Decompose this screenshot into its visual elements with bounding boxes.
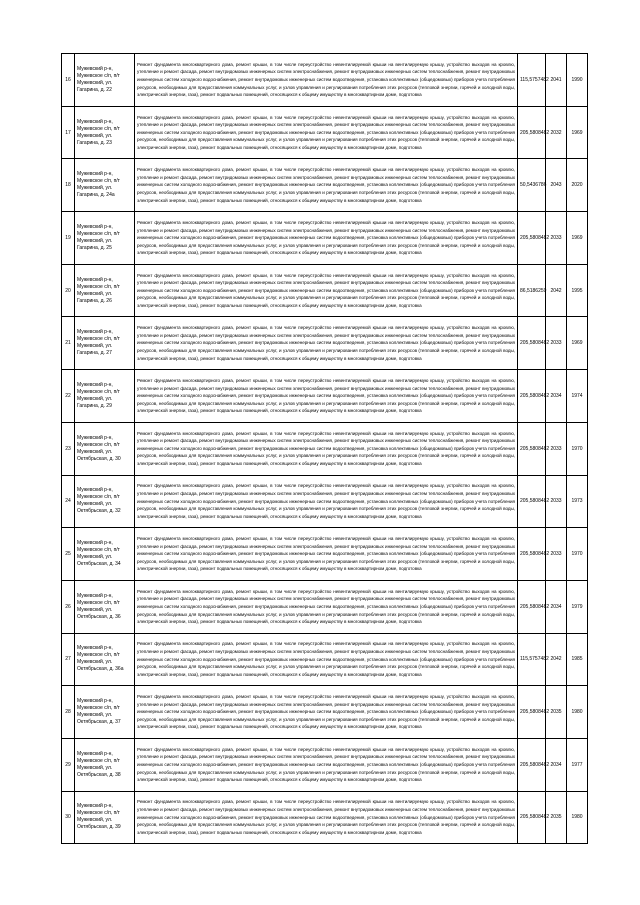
document-page <box>61 53 587 844</box>
repair-works-list: Ремонт фундамента многоквартирного дома, ремонт крыши, в том числе переустройство невентилируемой крыши на вентилируемую крышу, устройство выходов на кровлю, утепление и ремонт фасада, ремонт внутридомовых инженерных систем электроснабжения, ремонт внутридомовых инженерных систем теплоснабжения, ремонт внутридомовых инженерных систем холодного водоснабжения, ремонт внутридомовых инженерных систем водоотведения, установка коллективных (общедомовых) приборов учета потребления ресурсов, необходимых для предоставления коммунальных услуг, и узлов управления и регулирования потребления этих ресурсов (тепловой энергии, горячей и холодной воды, электрической энергии, газа), ремонт подвальных помещений, относящихся к общему имуществу в многоквартирном доме, подготовка <box>135 791 518 844</box>
repair-works-list: Ремонт фундамента многоквартирного дома, ремонт крыши, в том числе переустройство невентилируемой крыши на вентилируемую крышу, устройство выходов на кровлю, утепление и ремонт фасада, ремонт внутридомовых инженерных систем электроснабжения, ремонт внутридомовых инженерных систем теплоснабжения, ремонт внутридомовых инженерных систем холодного водоснабжения, ремонт внутридомовых инженерных систем водоотведения, установка коллективных (общедомовых) приборов учета потребления ресурсов, необходимых для предоставления коммунальных услуг, и узлов управления и регулирования потребления этих ресурсов (тепловой энергии, горячей и холодной воды, электрической энергии, газа), ремонт подвальных помещений, относящихся к общему имуществу в многоквартирном доме, подготовка <box>135 264 518 317</box>
planned-year: 2041 <box>546 54 567 107</box>
planned-year: 2034 <box>546 580 567 633</box>
repair-works-list: Ремонт фундамента многоквартирного дома, ремонт крыши, в том числе переустройство невентилируемой крыши на вентилируемую крышу, устройство выходов на кровлю, утепление и ремонт фасада, ремонт внутридомовых инженерных систем электроснабжения, ремонт внутридомовых инженерных систем теплоснабжения, ремонт внутридомовых инженерных систем холодного водоснабжения, ремонт внутридомовых инженерных систем водоотведения, установка коллективных (общедомовых) приборов учета потребления ресурсов, необходимых для предоставления коммунальных услуг, и узлов управления и регулирования потребления этих ресурсов (тепловой энергии, горячей и холодной воды, электрической энергии, газа), ремонт подвальных помещений, относящихся к общему имуществу в многоквартирном доме, подготовка <box>135 370 518 423</box>
row-number: 21 <box>62 317 75 370</box>
row-number: 22 <box>62 370 75 423</box>
construction-year: 1980 <box>567 791 588 844</box>
table-row <box>62 738 588 791</box>
construction-year: 1974 <box>567 370 588 423</box>
repair-cost: 205,5808482 <box>518 106 546 159</box>
house-address: Мужевский р-н, Мужевское с/п, п/т Мужевский, ул. Октябрьская, д. 38 <box>75 738 135 791</box>
table-body <box>62 54 588 844</box>
construction-year: 1970 <box>567 422 588 475</box>
construction-year: 1973 <box>567 475 588 528</box>
house-address: Мужевский р-н, Мужевское с/п, п/т Мужевский, ул. Гагарина, д. 26 <box>75 264 135 317</box>
construction-year: 1995 <box>567 264 588 317</box>
table-row <box>62 370 588 423</box>
repair-works-list: Ремонт фундамента многоквартирного дома, ремонт крыши, в том числе переустройство невентилируемой крыши на вентилируемую крышу, устройство выходов на кровлю, утепление и ремонт фасада, ремонт внутридомовых инженерных систем электроснабжения, ремонт внутридомовых инженерных систем теплоснабжения, ремонт внутридомовых инженерных систем холодного водоснабжения, ремонт внутридомовых инженерных систем водоотведения, установка коллективных (общедомовых) приборов учета потребления ресурсов, необходимых для предоставления коммунальных услуг, и узлов управления и регулирования потребления этих ресурсов (тепловой энергии, горячей и холодной воды, электрической энергии, газа), ремонт подвальных помещений, относящихся к общему имуществу в многоквартирном доме, подготовка <box>135 212 518 265</box>
row-number: 29 <box>62 738 75 791</box>
repair-works-list: Ремонт фундамента многоквартирного дома, ремонт крыши, в том числе переустройство невентилируемой крыши на вентилируемую крышу, устройство выходов на кровлю, утепление и ремонт фасада, ремонт внутридомовых инженерных систем электроснабжения, ремонт внутридомовых инженерных систем теплоснабжения, ремонт внутридомовых инженерных систем холодного водоснабжения, ремонт внутридомовых инженерных систем водоотведения, установка коллективных (общедомовых) приборов учета потребления ресурсов, необходимых для предоставления коммунальных услуг, и узлов управления и регулирования потребления этих ресурсов (тепловой энергии, горячей и холодной воды, электрической энергии, газа), ремонт подвальных помещений, относящихся к общему имуществу в многоквартирном доме, подготовка <box>135 528 518 581</box>
repair-works-list: Ремонт фундамента многоквартирного дома, ремонт крыши, в том числе переустройство невентилируемой крыши на вентилируемую крышу, устройство выходов на кровлю, утепление и ремонт фасада, ремонт внутридомовых инженерных систем электроснабжения, ремонт внутридомовых инженерных систем теплоснабжения, ремонт внутридомовых инженерных систем холодного водоснабжения, ремонт внутридомовых инженерных систем водоотведения, установка коллективных (общедомовых) приборов учета потребления ресурсов, необходимых для предоставления коммунальных услуг, и узлов управления и регулирования потребления этих ресурсов (тепловой энергии, горячей и холодной воды, электрической энергии, газа), ремонт подвальных помещений, относящихся к общему имуществу в многоквартирном доме, подготовка <box>135 54 518 107</box>
table-row <box>62 633 588 686</box>
repair-cost: 205,5808482 <box>518 580 546 633</box>
house-address: Мужевский р-н, Мужевское с/п, п/т Мужевский, ул. Октябрьская, д. 32 <box>75 475 135 528</box>
construction-year: 1970 <box>567 528 588 581</box>
row-number: 24 <box>62 475 75 528</box>
construction-year: 1990 <box>567 54 588 107</box>
repair-works-list: Ремонт фундамента многоквартирного дома, ремонт крыши, в том числе переустройство невентилируемой крыши на вентилируемую крышу, устройство выходов на кровлю, утепление и ремонт фасада, ремонт внутридомовых инженерных систем электроснабжения, ремонт внутридомовых инженерных систем теплоснабжения, ремонт внутридомовых инженерных систем холодного водоснабжения, ремонт внутридомовых инженерных систем водоотведения, установка коллективных (общедомовых) приборов учета потребления ресурсов, необходимых для предоставления коммунальных услуг, и узлов управления и регулирования потребления этих ресурсов (тепловой энергии, горячей и холодной воды, электрической энергии, газа), ремонт подвальных помещений, относящихся к общему имуществу в многоквартирном доме, подготовка <box>135 738 518 791</box>
table-row <box>62 54 588 107</box>
construction-year: 1969 <box>567 212 588 265</box>
house-address: Мужевский р-н, Мужевское с/п, п/т Мужевский, ул. Октябрьская, д. 39 <box>75 791 135 844</box>
row-number: 28 <box>62 686 75 739</box>
repair-cost: 205,5808482 <box>518 370 546 423</box>
table-row <box>62 317 588 370</box>
house-address: Мужевский р-н, Мужевское с/п, п/т Мужевский, ул. Октябрьская, д. 34 <box>75 528 135 581</box>
table-row <box>62 580 588 633</box>
construction-year: 1969 <box>567 106 588 159</box>
house-address: Мужевский р-н, Мужевское с/п, п/т Мужевский, ул. Гагарина, д. 25 <box>75 212 135 265</box>
planned-year: 2032 <box>546 106 567 159</box>
planned-year: 2034 <box>546 738 567 791</box>
repair-works-list: Ремонт фундамента многоквартирного дома, ремонт крыши, в том числе переустройство невентилируемой крыши на вентилируемую крышу, устройство выходов на кровлю, утепление и ремонт фасада, ремонт внутридомовых инженерных систем электроснабжения, ремонт внутридомовых инженерных систем теплоснабжения, ремонт внутридомовых инженерных систем холодного водоснабжения, ремонт внутридомовых инженерных систем водоотведения, установка коллективных (общедомовых) приборов учета потребления ресурсов, необходимых для предоставления коммунальных услуг, и узлов управления и регулирования потребления этих ресурсов (тепловой энергии, горячей и холодной воды, электрической энергии, газа), ремонт подвальных помещений, относящихся к общему имуществу в многоквартирном доме, подготовка <box>135 106 518 159</box>
table-row <box>62 422 588 475</box>
planned-year: 2042 <box>546 264 567 317</box>
planned-year: 2035 <box>546 686 567 739</box>
table-row <box>62 212 588 265</box>
planned-year: 2033 <box>546 317 567 370</box>
repair-works-list: Ремонт фундамента многоквартирного дома, ремонт крыши, в том числе переустройство невентилируемой крыши на вентилируемую крышу, устройство выходов на кровлю, утепление и ремонт фасада, ремонт внутридомовых инженерных систем электроснабжения, ремонт внутридомовых инженерных систем теплоснабжения, ремонт внутридомовых инженерных систем холодного водоснабжения, ремонт внутридомовых инженерных систем водоотведения, установка коллективных (общедомовых) приборов учета потребления ресурсов, необходимых для предоставления коммунальных услуг, и узлов управления и регулирования потребления этих ресурсов (тепловой энергии, горячей и холодной воды, электрической энергии, газа), ремонт подвальных помещений, относящихся к общему имуществу в многоквартирном доме, подготовка <box>135 580 518 633</box>
repair-cost: 205,5808482 <box>518 212 546 265</box>
repair-cost: 86,5186259 <box>518 264 546 317</box>
row-number: 19 <box>62 212 75 265</box>
repair-cost: 50,5436786 <box>518 159 546 212</box>
house-address: Мужевский р-н, Мужевское с/п, п/т Мужевский, ул. Гагарина, д. 24а <box>75 159 135 212</box>
row-number: 30 <box>62 791 75 844</box>
planned-year: 2033 <box>546 475 567 528</box>
planned-year: 2043 <box>546 159 567 212</box>
repair-works-list: Ремонт фундамента многоквартирного дома, ремонт крыши, в том числе переустройство невентилируемой крыши на вентилируемую крышу, устройство выходов на кровлю, утепление и ремонт фасада, ремонт внутридомовых инженерных систем электроснабжения, ремонт внутридомовых инженерных систем теплоснабжения, ремонт внутридомовых инженерных систем холодного водоснабжения, ремонт внутридомовых инженерных систем водоотведения, установка коллективных (общедомовых) приборов учета потребления ресурсов, необходимых для предоставления коммунальных услуг, и узлов управления и регулирования потребления этих ресурсов (тепловой энергии, горячей и холодной воды, электрической энергии, газа), ремонт подвальных помещений, относящихся к общему имуществу в многоквартирном доме, подготовка <box>135 475 518 528</box>
house-address: Мужевский р-н, Мужевское с/п, п/т Мужевский, ул. Гагарина, д. 27 <box>75 317 135 370</box>
row-number: 17 <box>62 106 75 159</box>
construction-year: 1980 <box>567 686 588 739</box>
house-address: Мужевский р-н, Мужевское с/п, п/т Мужевский, ул. Октябрьская, д. 30 <box>75 422 135 475</box>
house-address: Мужевский р-н, Мужевское с/п, п/т Мужевский, ул. Гагарина, д. 29 <box>75 370 135 423</box>
capital-repair-table <box>61 53 588 844</box>
repair-works-list: Ремонт фундамента многоквартирного дома, ремонт крыши, в том числе переустройство невентилируемой крыши на вентилируемую крышу, устройство выходов на кровлю, утепление и ремонт фасада, ремонт внутридомовых инженерных систем электроснабжения, ремонт внутридомовых инженерных систем теплоснабжения, ремонт внутридомовых инженерных систем холодного водоснабжения, ремонт внутридомовых инженерных систем водоотведения, установка коллективных (общедомовых) приборов учета потребления ресурсов, необходимых для предоставления коммунальных услуг, и узлов управления и регулирования потребления этих ресурсов (тепловой энергии, горячей и холодной воды, электрической энергии, газа), ремонт подвальных помещений, относящихся к общему имуществу в многоквартирном доме, подготовка <box>135 633 518 686</box>
row-number: 23 <box>62 422 75 475</box>
row-number: 27 <box>62 633 75 686</box>
table-row <box>62 686 588 739</box>
table-row <box>62 159 588 212</box>
row-number: 26 <box>62 580 75 633</box>
repair-cost: 205,5808482 <box>518 317 546 370</box>
repair-works-list: Ремонт фундамента многоквартирного дома, ремонт крыши, в том числе переустройство невентилируемой крыши на вентилируемую крышу, устройство выходов на кровлю, утепление и ремонт фасада, ремонт внутридомовых инженерных систем электроснабжения, ремонт внутридомовых инженерных систем теплоснабжения, ремонт внутридомовых инженерных систем холодного водоснабжения, ремонт внутридомовых инженерных систем водоотведения, установка коллективных (общедомовых) приборов учета потребления ресурсов, необходимых для предоставления коммунальных услуг, и узлов управления и регулирования потребления этих ресурсов (тепловой энергии, горячей и холодной воды, электрической энергии, газа), ремонт подвальных помещений, относящихся к общему имуществу в многоквартирном доме, подготовка <box>135 422 518 475</box>
house-address: Мужевский р-н, Мужевское с/п, п/т Мужевский, ул. Гагарина, д. 22 <box>75 54 135 107</box>
table-row <box>62 106 588 159</box>
house-address: Мужевский р-н, Мужевское с/п, п/т Мужевский, ул. Октябрьская, д. 36а <box>75 633 135 686</box>
repair-cost: 205,5808482 <box>518 475 546 528</box>
repair-cost: 205,5808482 <box>518 686 546 739</box>
table-row <box>62 264 588 317</box>
repair-cost: 205,5808482 <box>518 528 546 581</box>
repair-cost: 205,5808482 <box>518 422 546 475</box>
row-number: 16 <box>62 54 75 107</box>
repair-cost: 115,5757482 <box>518 633 546 686</box>
repair-cost: 205,5808482 <box>518 791 546 844</box>
row-number: 20 <box>62 264 75 317</box>
repair-works-list: Ремонт фундамента многоквартирного дома, ремонт крыши, в том числе переустройство невентилируемой крыши на вентилируемую крышу, устройство выходов на кровлю, утепление и ремонт фасада, ремонт внутридомовых инженерных систем электроснабжения, ремонт внутридомовых инженерных систем теплоснабжения, ремонт внутридомовых инженерных систем холодного водоснабжения, ремонт внутридомовых инженерных систем водоотведения, установка коллективных (общедомовых) приборов учета потребления ресурсов, необходимых для предоставления коммунальных услуг, и узлов управления и регулирования потребления этих ресурсов (тепловой энергии, горячей и холодной воды, электрической энергии, газа), ремонт подвальных помещений, относящихся к общему имуществу в многоквартирном доме, подготовка <box>135 686 518 739</box>
row-number: 25 <box>62 528 75 581</box>
house-address: Мужевский р-н, Мужевское с/п, п/т Мужевский, ул. Октябрьская, д. 36 <box>75 580 135 633</box>
planned-year: 2034 <box>546 370 567 423</box>
house-address: Мужевский р-н, Мужевское с/п, п/т Мужевский, ул. Гагарина, д. 23 <box>75 106 135 159</box>
table-row <box>62 791 588 844</box>
planned-year: 2033 <box>546 422 567 475</box>
construction-year: 1979 <box>567 580 588 633</box>
construction-year: 1985 <box>567 633 588 686</box>
repair-cost: 205,5808482 <box>518 738 546 791</box>
construction-year: 1969 <box>567 317 588 370</box>
repair-cost: 115,5757482 <box>518 54 546 107</box>
construction-year: 2020 <box>567 159 588 212</box>
table-row <box>62 475 588 528</box>
row-number: 18 <box>62 159 75 212</box>
table-row <box>62 528 588 581</box>
house-address: Мужевский р-н, Мужевское с/п, п/т Мужевский, ул. Октябрьская, д. 37 <box>75 686 135 739</box>
planned-year: 2033 <box>546 528 567 581</box>
construction-year: 1977 <box>567 738 588 791</box>
repair-works-list: Ремонт фундамента многоквартирного дома, ремонт крыши, в том числе переустройство невентилируемой крыши на вентилируемую крышу, устройство выходов на кровлю, утепление и ремонт фасада, ремонт внутридомовых инженерных систем электроснабжения, ремонт внутридомовых инженерных систем теплоснабжения, ремонт внутридомовых инженерных систем холодного водоснабжения, ремонт внутридомовых инженерных систем водоотведения, установка коллективных (общедомовых) приборов учета потребления ресурсов, необходимых для предоставления коммунальных услуг, и узлов управления и регулирования потребления этих ресурсов (тепловой энергии, горячей и холодной воды, электрической энергии, газа), ремонт подвальных помещений, относящихся к общему имуществу в многоквартирном доме, подготовка <box>135 159 518 212</box>
planned-year: 2033 <box>546 212 567 265</box>
planned-year: 2042 <box>546 633 567 686</box>
repair-works-list: Ремонт фундамента многоквартирного дома, ремонт крыши, в том числе переустройство невентилируемой крыши на вентилируемую крышу, устройство выходов на кровлю, утепление и ремонт фасада, ремонт внутридомовых инженерных систем электроснабжения, ремонт внутридомовых инженерных систем теплоснабжения, ремонт внутридомовых инженерных систем холодного водоснабжения, ремонт внутридомовых инженерных систем водоотведения, установка коллективных (общедомовых) приборов учета потребления ресурсов, необходимых для предоставления коммунальных услуг, и узлов управления и регулирования потребления этих ресурсов (тепловой энергии, горячей и холодной воды, электрической энергии, газа), ремонт подвальных помещений, относящихся к общему имуществу в многоквартирном доме, подготовка <box>135 317 518 370</box>
planned-year: 2035 <box>546 791 567 844</box>
